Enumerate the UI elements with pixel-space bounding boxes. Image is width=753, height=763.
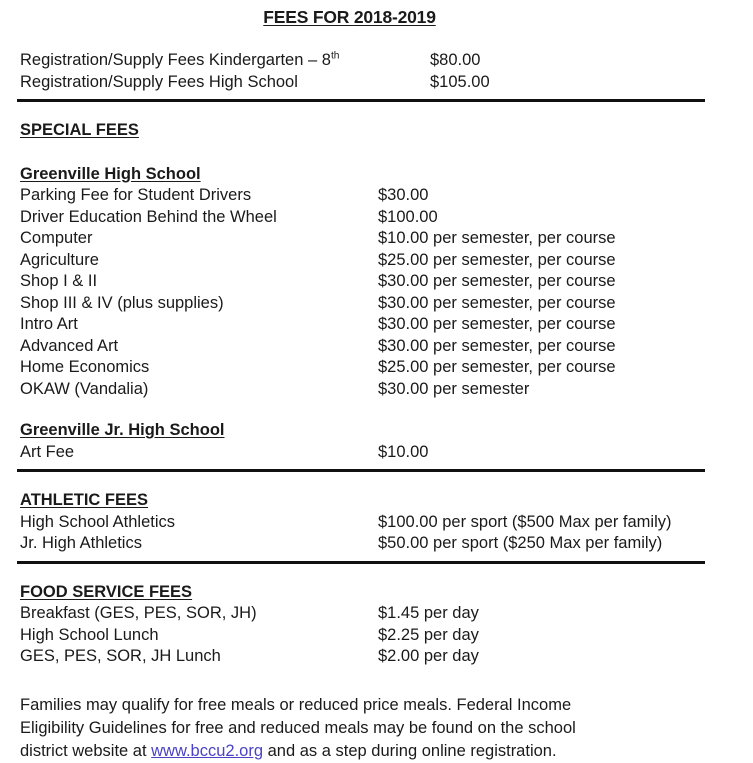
section-heading: ATHLETIC FEES: [20, 491, 149, 509]
row-value: $2.25 per day: [378, 625, 479, 644]
table-row: [20, 646, 709, 668]
row-value: $30.00 per semester, per course: [378, 293, 616, 312]
table-row: [20, 357, 709, 379]
row-value: $100.00: [378, 207, 438, 226]
row-label: High School Lunch: [20, 625, 159, 644]
page-title: [0, 0, 753, 28]
group-subheading: Greenville Jr. High School: [20, 421, 225, 439]
row-value: $30.00 per semester, per course: [378, 315, 616, 333]
row-value: $50.00 per sport ($250 Max per family): [378, 534, 663, 552]
row-label: GES, PES, SOR, JH Lunch: [20, 647, 221, 665]
greenville-jr-high-school-group: [0, 420, 753, 463]
row-label: Art Fee: [20, 442, 75, 461]
footnote-line-3-suffix: and as a step during online registration.: [263, 741, 557, 760]
registration-fees-section: [0, 50, 753, 93]
row-label: Driver Education Behind the Wheel: [20, 207, 277, 226]
table-row: [20, 72, 709, 94]
section-heading: FOOD SERVICE FEES: [20, 582, 193, 601]
row-value: $1.45 per day: [378, 604, 479, 622]
row-value: $2.00 per day: [378, 647, 479, 665]
table-row: [20, 250, 709, 272]
table-row: [20, 271, 709, 293]
row-value: $80.00: [430, 51, 481, 69]
table-row: [20, 533, 709, 555]
footnote-line-2: Eligibility Guidelines for free and reduced meals may be found on the school: [20, 718, 576, 737]
page-title-year: 2018-2019: [353, 7, 436, 27]
row-value: $30.00 per semester: [378, 379, 530, 398]
row-label: Home Economics: [20, 358, 150, 376]
row-label: High School Athletics: [20, 512, 176, 531]
table-row: [20, 185, 709, 207]
row-label: Intro Art: [20, 315, 78, 333]
row-label: Shop III & IV (plus supplies): [20, 293, 224, 312]
table-row: [20, 207, 709, 229]
row-label: Parking Fee for Student Drivers: [20, 186, 252, 204]
table-row: [20, 336, 709, 358]
row-label: Computer: [20, 229, 93, 247]
greenville-high-school-group: [0, 164, 753, 401]
footnote-line-3-prefix: district website at: [20, 741, 152, 760]
table-row: [20, 293, 709, 315]
table-row: [20, 314, 709, 336]
row-label: Shop I & II: [20, 272, 98, 290]
table-row: [20, 50, 709, 72]
table-row: [20, 512, 709, 534]
row-value: $25.00 per semester, per course: [378, 358, 616, 376]
row-label: Advanced Art: [20, 336, 119, 355]
table-row: [20, 603, 709, 625]
row-label: Registration/Supply Fees High School: [20, 72, 298, 91]
footnote-line-1: Families may qualify for free meals or reduced price meals. Federal Income: [20, 695, 572, 714]
row-value: $30.00 per semester, per course: [378, 272, 616, 290]
row-value: $105.00: [430, 72, 490, 91]
table-row: [20, 442, 709, 464]
group-subheading: Greenville High School: [20, 164, 201, 183]
row-label: Agriculture: [20, 250, 99, 269]
row-label: Registration/Supply Fees Kindergarten – 8th: [20, 50, 340, 69]
food-service-fees-section: [0, 582, 753, 668]
row-value: $10.00 per semester, per course: [378, 229, 616, 247]
row-value: $100.00 per sport ($500 Max per family): [378, 512, 672, 531]
section-heading: SPECIAL FEES: [20, 121, 139, 139]
row-label: OKAW (Vandalia): [20, 379, 149, 398]
row-label: Breakfast (GES, PES, SOR, JH): [20, 604, 257, 622]
row-value: $30.00: [378, 186, 429, 204]
athletic-fees-section: [0, 490, 753, 555]
row-value: $10.00: [378, 442, 429, 461]
table-row: [20, 228, 709, 250]
footnote-paragraph: [0, 694, 753, 763]
table-row: [20, 625, 709, 647]
row-value: $25.00 per semester, per course: [378, 250, 616, 269]
row-value: $30.00 per semester, per course: [378, 336, 616, 355]
footnote-line-3: [20, 740, 693, 763]
row-label: Jr. High Athletics: [20, 534, 142, 552]
special-fees-section: [0, 120, 753, 142]
ordinal-suffix: th: [330, 50, 340, 62]
page-title-text: FEES FOR: [263, 7, 354, 27]
table-row: [20, 379, 709, 401]
district-website-link[interactable]: www.bccu2.org: [151, 741, 264, 760]
